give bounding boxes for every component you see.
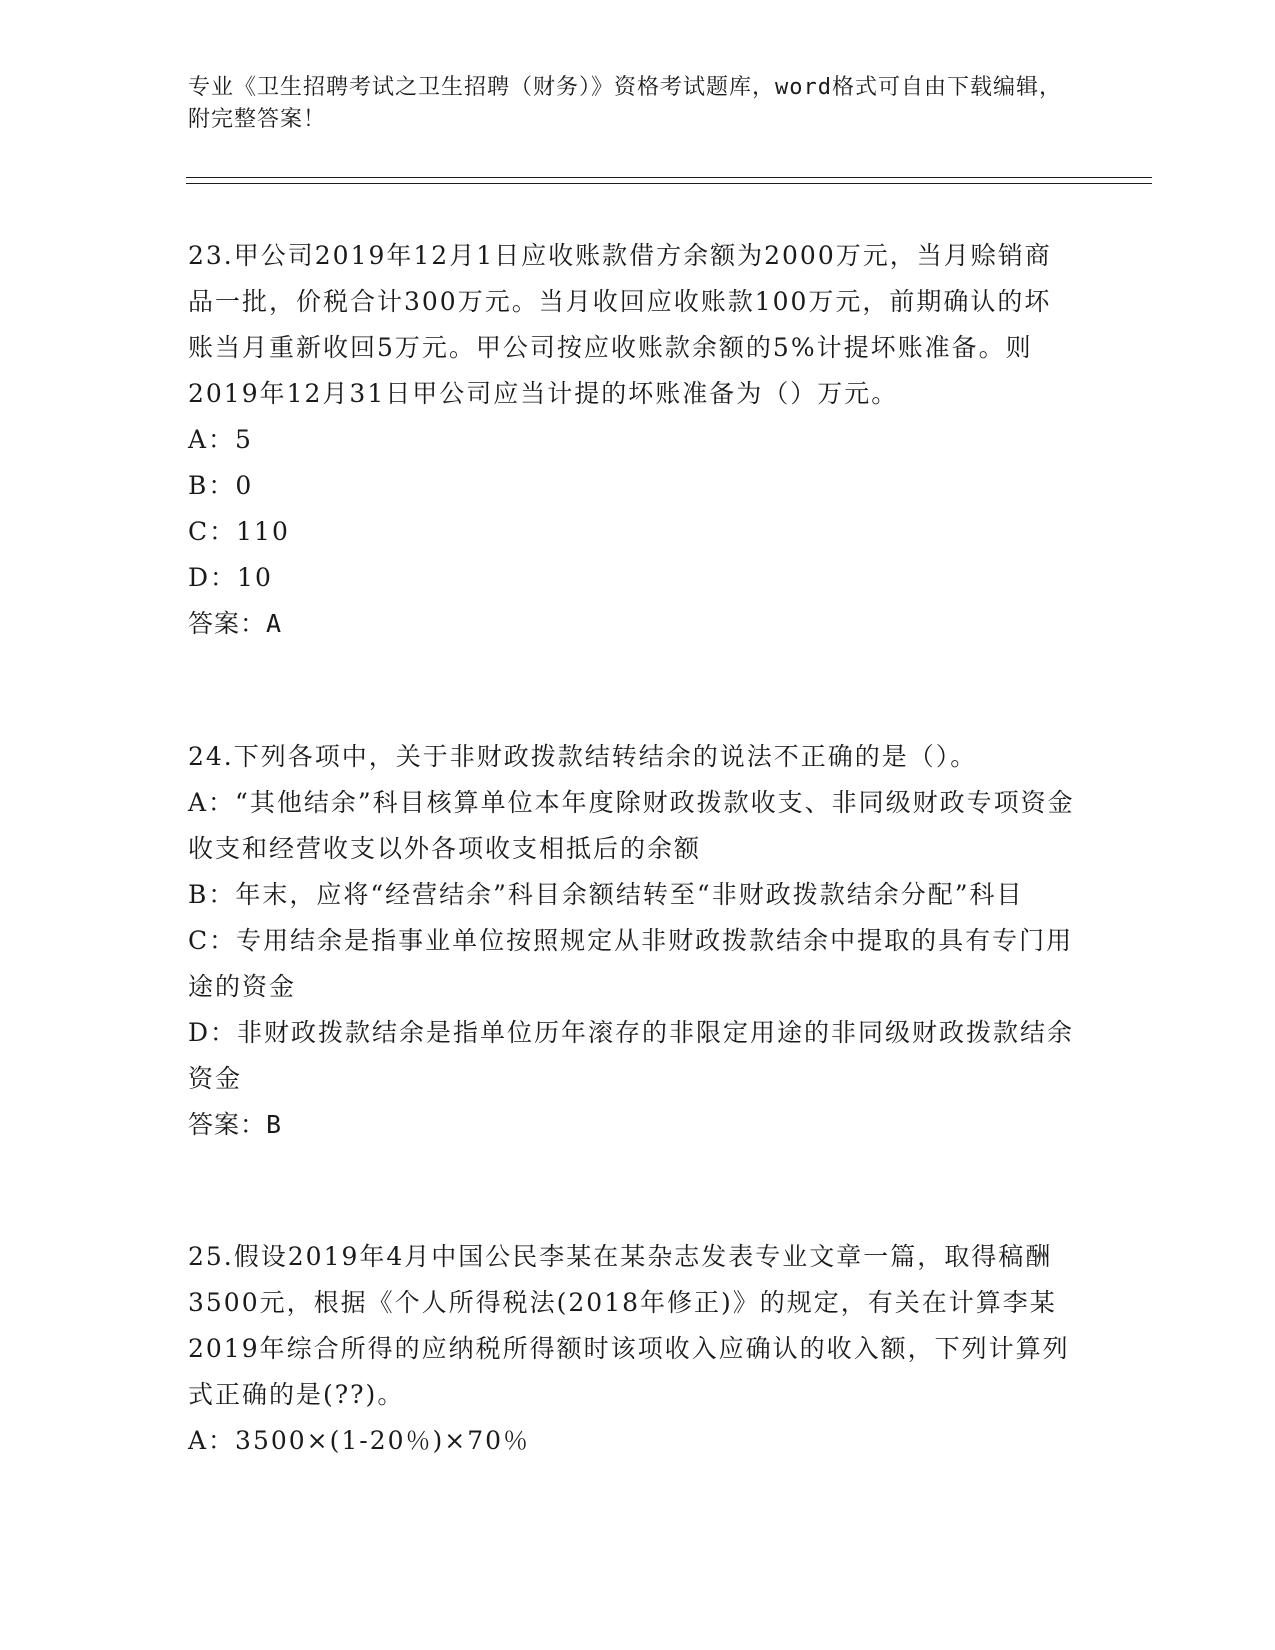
question-23 — [188, 233, 1078, 647]
document-header — [188, 72, 1078, 136]
header-divider-top — [186, 177, 1152, 178]
header-divider-bottom — [186, 183, 1152, 184]
question-25 — [188, 1234, 1078, 1464]
option-d: D：非财政拨款结余是指单位历年滚存的非限定用途的非同级财政拨款结余资金 — [188, 1018, 1075, 1093]
option-b: B：年末，应将“经营结余”科目余额结转至“非财政拨款结余分配”科目 — [188, 880, 1024, 909]
answer: 答案：A — [188, 609, 283, 638]
option-c: C：110 — [188, 517, 290, 546]
question-stem: 25.假设2019年4月中国公民李某在某杂志发表专业文章一篇，取得稿酬3500元，根据《个人所得税法(2018年修正)》的规定，有关在计算李某2019年综合所得的应纳税所得额时该项收入应确认的收入额，下列计算列式正确的是(??)。 — [188, 1242, 1070, 1409]
question-24 — [188, 734, 1078, 1148]
option-a: A：5 — [188, 425, 253, 454]
answer: 答案：B — [188, 1110, 283, 1139]
option-a: A：“其他结余”科目核算单位本年度除财政拨款收支、非同级财政专项资金收支和经营收支以外各项收支相抵后的余额 — [188, 788, 1075, 863]
header-text: 专业《卫生招聘考试之卫生招聘（财务）》资格考试题库，word格式可自由下载编辑，附完整答案！ — [188, 75, 1062, 132]
option-a: A：3500×(1-20％)×70％ — [188, 1426, 531, 1455]
option-d: D：10 — [188, 563, 273, 592]
question-stem: 24.下列各项中，关于非财政拨款结转结余的说法不正确的是（）。 — [188, 742, 978, 771]
option-c: C：专用结余是指事业单位按照规定从非财政拨款结余中提取的具有专门用途的资金 — [188, 926, 1074, 1001]
question-stem: 23.甲公司2019年12月1日应收账款借方余额为2000万元，当月赊销商品一批，价税合计300万元。当月收回应收账款100万元，前期确认的坏账当月重新收回5万元。甲公司按应收账款余额的5%计提坏账准备。则2019年12月31日甲公司应当计提的坏账准备为（）万元。 — [188, 241, 1052, 408]
option-b: B：0 — [188, 471, 254, 500]
